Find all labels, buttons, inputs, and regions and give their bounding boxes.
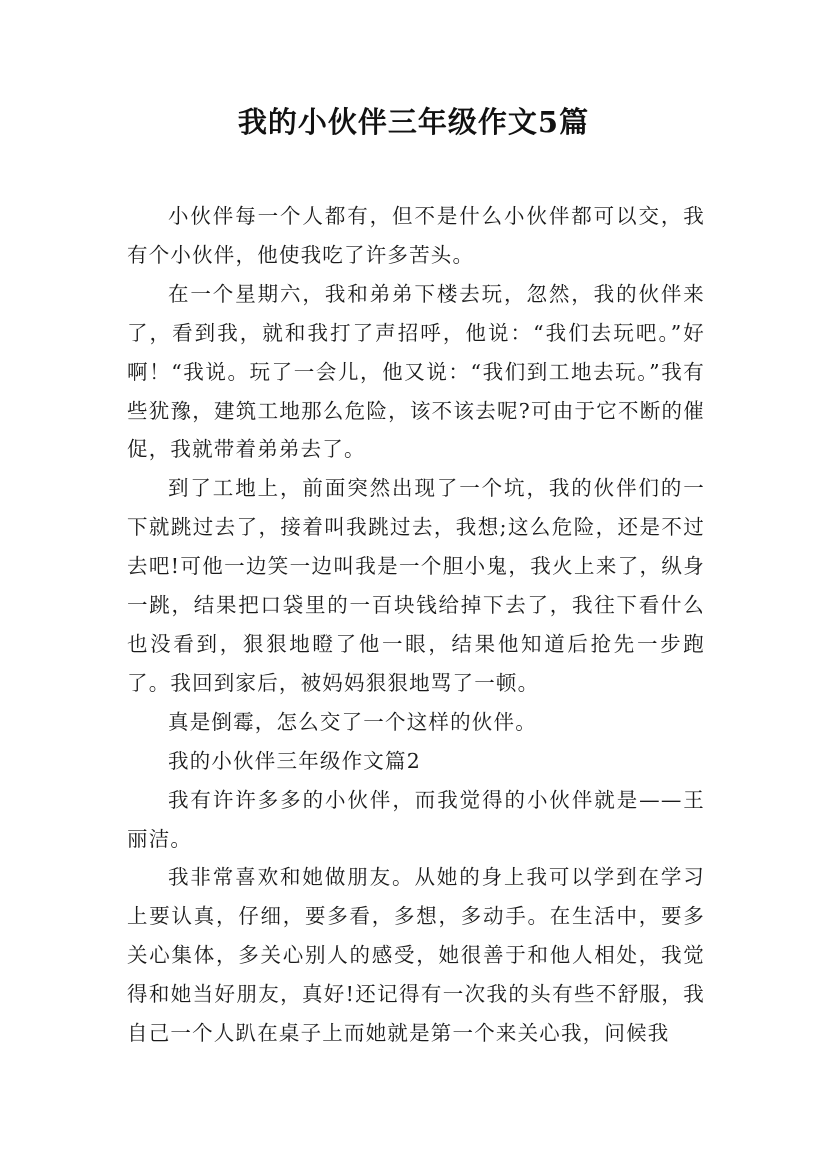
paragraph: 我有许许多多的小伙伴，而我觉得的小伙伴就是——王丽洁。 bbox=[127, 787, 705, 851]
paragraph: 到了工地上，前面突然出现了一个坑，我的伙伴们的一下就跳过去了，接着叫我跳过去，我想;这么危险，还是不过去吧!可他一边笑一边叫我是一个胆小鬼，我火上来了，纵身一跳，结果把口袋里的一百块钱给掉下去了，我往下看什么也没看到，狠狠地瞪了他一眼，结果他知道后抢先一步跑了。我回到家后，被妈妈狠狠地骂了一顿。 bbox=[127, 476, 705, 695]
paragraph: 我非常喜欢和她做朋友。从她的身上我可以学到在学习上要认真，仔细，要多看，多想，多动手。在生活中，要多关心集体，多关心别人的感受，她很善于和他人相处，我觉得和她当好朋友，真好!还记得有一次我的头有些不舒服，我自己一个人趴在桌子上而她就是第一个来关心我，问候我 bbox=[127, 865, 705, 1046]
section-heading: 我的小伙伴三年级作文篇2 bbox=[168, 748, 421, 773]
document-title: 我的小伙伴三年级作文5篇 bbox=[237, 105, 590, 139]
paragraph: 真是倒霉，怎么交了一个这样的伙伴。 bbox=[168, 709, 537, 734]
document-body bbox=[127, 197, 705, 1053]
paragraph: 小伙伴每一个人都有，但不是什么小伙伴都可以交，我有个小伙伴，他使我吃了许多苦头。 bbox=[127, 204, 705, 267]
paragraph: 在一个星期六，我和弟弟下楼去玩，忽然，我的伙伴来了，看到我，就和我打了声招呼，他说：“我们去玩吧。”好啊！“我说。玩了一会儿，他又说：“我们到工地去玩。”我有些犹豫，建筑工地那么危险，该不该去呢?可由于它不断的催促，我就带着弟弟去了。 bbox=[127, 281, 705, 462]
